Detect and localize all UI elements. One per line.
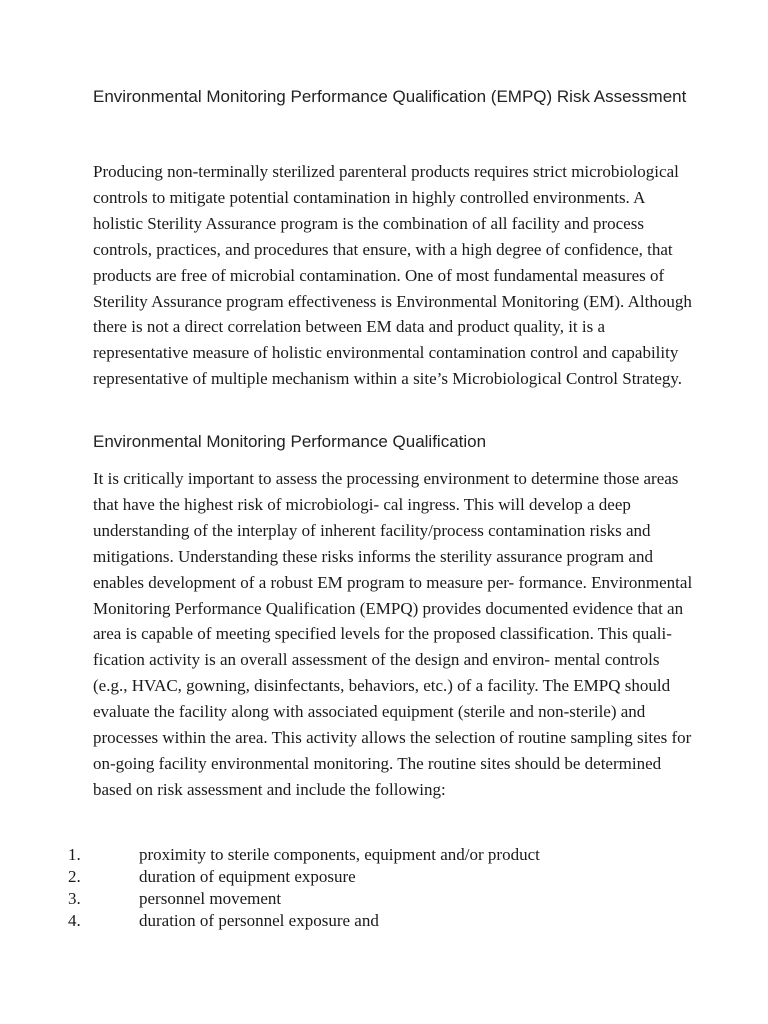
list-item-text: duration of equipment exposure (139, 867, 356, 886)
list-item-text: proximity to sterile components, equipment and/or product (139, 845, 540, 864)
list-item (0, 888, 768, 910)
section-heading: Environmental Monitoring Performance Qualification (93, 432, 487, 451)
list-item (0, 866, 768, 888)
list-item-text: personnel movement (139, 889, 282, 908)
document-title: Environmental Monitoring Performance Qualification (EMPQ) Risk Assessment (93, 87, 687, 106)
list-item-text: duration of personnel exposure and (139, 911, 379, 930)
list-item (0, 910, 768, 932)
list-item-number: 4. (68, 911, 81, 930)
list-item (0, 844, 768, 866)
list-item-number: 3. (68, 889, 81, 908)
list-item-number: 1. (68, 845, 81, 864)
intro-paragraph: Producing non-terminally sterilized parenteral products requires strict microbiological controls to mitigate potential contamination in highly controlled environments. A holistic Sterility Assurance program is the combination of all facility and process controls, practices, and procedures that ensure, with a high degree of confidence, that products are free of microbial contamination. One of most fundamental measures of Sterility Assurance program effectiveness is Environmental Monitoring (EM). Although there is not a direct correlation between EM data and product quality, it is a representative measure of holistic environmental contamination control and capability representative of multiple mechanism within a site’s Microbiological Control Strategy. (93, 162, 692, 389)
list-item-number: 2. (68, 867, 81, 886)
routine-sites-list (0, 844, 768, 932)
section-paragraph: It is critically important to assess the processing environment to determine those areas that have the highest risk of microbiologi- cal ingress. This will develop a deep understanding of the interplay of inherent facility/process contamination risks and mitigations. Understanding these risks informs the sterility assurance program and enables development of a robust EM program to measure per- formance. Environmental Monitoring Performance Qualification (EMPQ) provides documented evidence that an area is capable of meeting specified levels for the proposed classification. This quali- fication activity is an overall assessment of the design and environ- mental controls (e.g., HVAC, gowning, disinfectants, behaviors, etc.) of a facility. The EMPQ should evaluate the facility along with associated equipment (sterile and non-sterile) and processes within the area. This activity allows the selection of routine sampling sites for on-going facility environmental monitoring. The routine sites should be determined based on risk assessment and include the following: (93, 469, 693, 799)
